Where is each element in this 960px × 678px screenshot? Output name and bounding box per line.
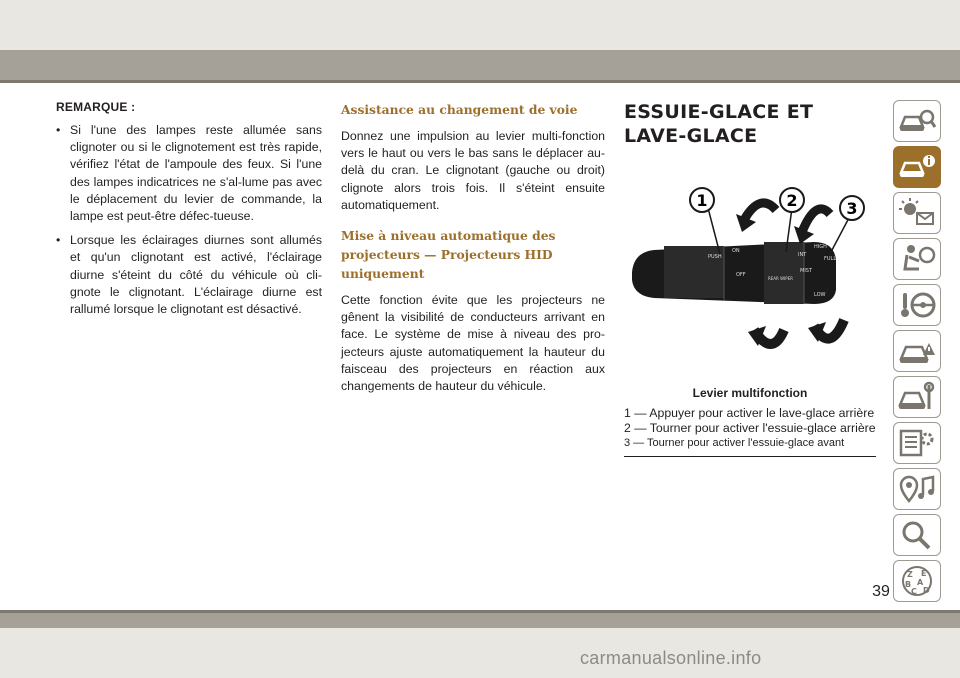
lever-label-high: HIGH bbox=[814, 244, 827, 250]
lever-label-rear-wiper: REAR WIPER bbox=[768, 276, 793, 281]
figure-caption: Levier multifonction bbox=[692, 386, 808, 400]
remark-title: REMARQUE : bbox=[56, 100, 136, 114]
callout-2-label: 2 bbox=[786, 191, 798, 210]
callout-3-label: 3 bbox=[846, 199, 858, 218]
lane-change-heading: Assistance au changement de voie bbox=[341, 102, 578, 117]
steering-wheel-icon bbox=[897, 289, 937, 321]
svg-text:Z: Z bbox=[907, 570, 913, 579]
music-pin-icon bbox=[897, 473, 937, 505]
headlamp-leveling-text: Cette fonction évite que les projecteurs ne gênent la visibilité de conducteurs arrivant en face. Le système de mise à niveau des pro-jecteurs ajuste automatiquement la hauteur du faisceau des projecteurs en réaction aux changements de hauteur du véhicule. bbox=[341, 293, 605, 394]
lever-label-push: PUSH bbox=[708, 254, 722, 260]
bottom-gray-bar bbox=[0, 613, 960, 628]
nav-tab-car-warning[interactable] bbox=[893, 330, 941, 372]
callout-1-label: 1 bbox=[696, 191, 708, 210]
chapter-nav bbox=[893, 100, 943, 606]
nav-tab-settings-list[interactable] bbox=[893, 422, 941, 464]
callout-3-leader bbox=[832, 216, 850, 250]
bottom-band bbox=[0, 628, 960, 678]
magnifier-icon bbox=[897, 519, 937, 551]
top-rule bbox=[0, 80, 960, 83]
svg-text:C: C bbox=[911, 587, 917, 596]
settings-list-icon bbox=[897, 427, 937, 459]
nav-tab-warning-lights[interactable] bbox=[893, 192, 941, 234]
nav-tab-car-info[interactable] bbox=[893, 146, 941, 188]
car-info-icon bbox=[897, 151, 937, 183]
legend-rule bbox=[624, 456, 876, 457]
airbag-seat-icon bbox=[897, 243, 937, 275]
legend-item-2: 2 — Tourner pour activer l'essuie-glace arrière bbox=[624, 421, 876, 435]
warning-lights-icon bbox=[897, 197, 937, 229]
remark-bullet-2: • Lorsque les éclairages diurnes sont allumés et qu'un clignotant est activé, l'éclairage diurne s'éteint du côté du véhicule où cli-gnote le clignotant. L'éclairage diurne est rallumé lorsque le clignotant est désactivé. bbox=[56, 232, 322, 318]
svg-text:B: B bbox=[905, 580, 912, 589]
car-warning-icon bbox=[897, 335, 937, 367]
car-tools-icon bbox=[897, 381, 937, 413]
nav-tab-car-magnifier[interactable] bbox=[893, 100, 941, 142]
svg-text:D: D bbox=[923, 586, 930, 595]
nav-tab-index[interactable] bbox=[893, 560, 941, 602]
top-band bbox=[0, 0, 960, 50]
section-title: ESSUIE-GLACE ET LAVE-GLACE bbox=[624, 101, 814, 147]
lever-label-low: LOW bbox=[814, 292, 826, 298]
lever-label-int: INT bbox=[798, 252, 807, 258]
lane-change-text: Donnez une impulsion au levier multi-fonction vers le haut ou vers le bas sans le déplacer au-delà du cran. Le clignotant (gauche ou droit) clignote alors trois fois. Il s'éteint ensuite automatiquement. bbox=[341, 129, 605, 212]
legend-item-1: 1 — Appuyer pour activer le lave-glace arrière bbox=[624, 406, 875, 420]
top-gray-bar bbox=[0, 50, 960, 80]
page-number: 39 bbox=[872, 583, 890, 600]
legend-item-3: 3 — Tourner pour activer l'essuie-glace avant bbox=[624, 437, 845, 449]
middle-column bbox=[341, 100, 605, 407]
remark-bullet-1: • Si l'une des lampes reste allumée sans clignoter ou si le clignotement est très rapide, vérifiez l'état de l'ampoule des feux. Si l'une des lampes indicatrices ne s'al-lume pas avec le déplacement du levier de commande, la lampe est peut-être défec-tueuse. bbox=[56, 122, 322, 225]
svg-text:A: A bbox=[917, 578, 924, 587]
lever-label-on: ON bbox=[732, 248, 740, 254]
svg-text:E: E bbox=[921, 569, 927, 578]
watermark: carmanualsonline.info bbox=[580, 648, 762, 668]
lever-label-mist: MIST bbox=[800, 268, 813, 274]
nav-tab-search[interactable] bbox=[893, 514, 941, 556]
nav-tab-steering-wheel[interactable] bbox=[893, 284, 941, 326]
right-column bbox=[624, 100, 876, 457]
nav-tab-music-pin[interactable] bbox=[893, 468, 941, 510]
alphabet-index-icon bbox=[897, 565, 937, 597]
multifunction-lever-figure bbox=[624, 180, 876, 380]
left-column bbox=[56, 100, 322, 325]
lever-label-off: OFF bbox=[736, 272, 746, 278]
remark-list bbox=[56, 122, 322, 318]
nav-tab-airbag-seat[interactable] bbox=[893, 238, 941, 280]
nav-tab-car-tools[interactable] bbox=[893, 376, 941, 418]
figure-legend bbox=[624, 406, 876, 450]
car-magnifier-icon bbox=[897, 105, 937, 137]
lever-illustration bbox=[624, 180, 876, 380]
lever-label-full: FULL bbox=[824, 256, 837, 262]
rotate-arrow-up-1 bbox=[744, 203, 776, 220]
headlamp-leveling-heading: Mise à niveau automatique des projecteurs — Projecteurs HID uniquement bbox=[341, 228, 556, 282]
rotate-arrow-up-2 bbox=[802, 209, 830, 232]
